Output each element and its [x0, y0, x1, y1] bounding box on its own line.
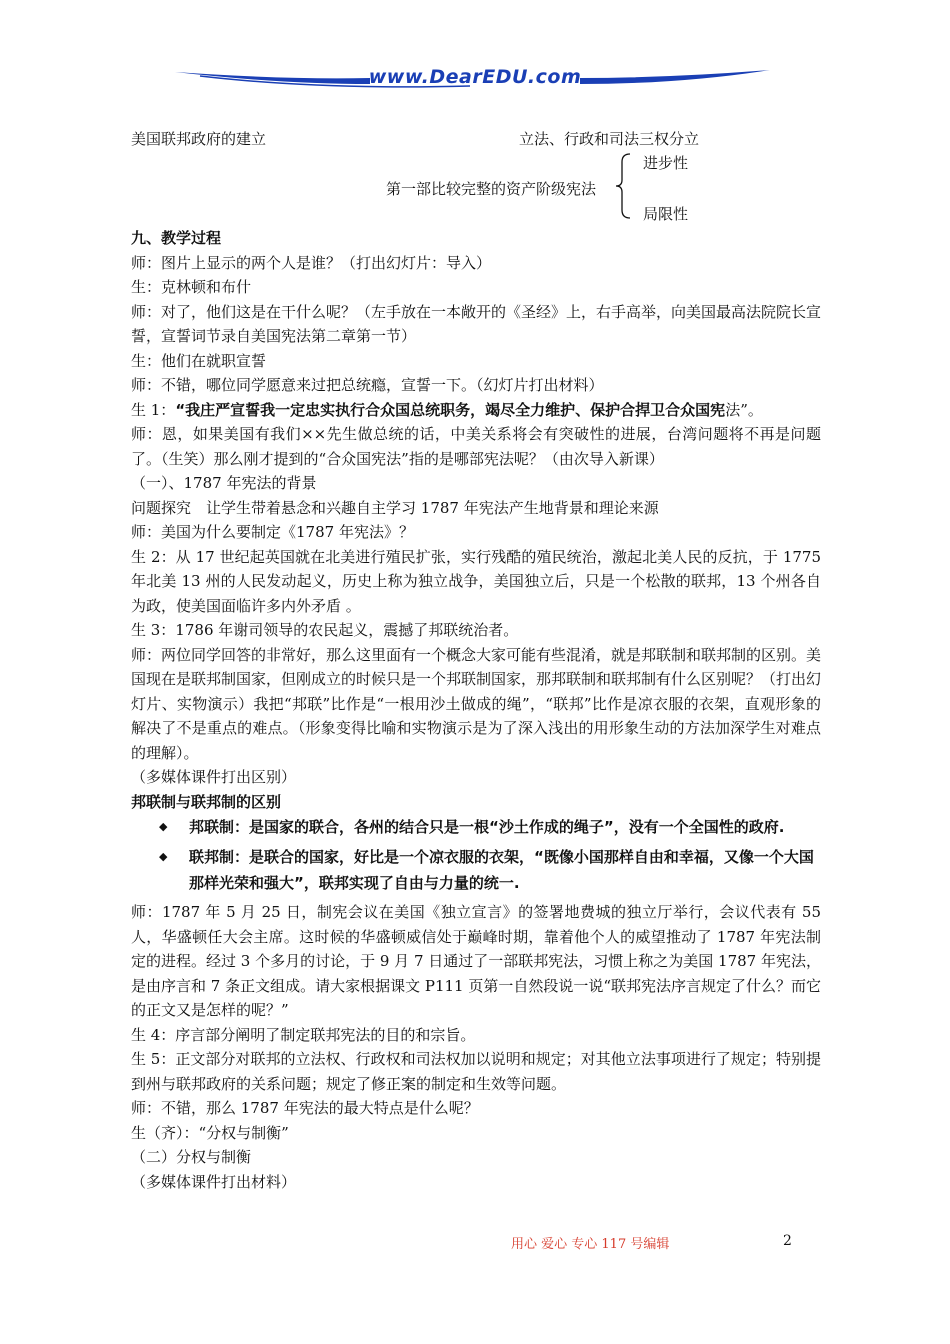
oath-quote: “我庄严宣誓我一定忠实执行合众国总统职务，竭尽全力维护、保护合捍卫合众国宪	[175, 400, 726, 419]
diff-title: 邦联制与联邦制的区别	[131, 792, 282, 811]
oath-paragraph	[131, 398, 821, 423]
paragraph: 师：美国为什么要制定《1787 年宪法》？	[131, 523, 414, 541]
paragraph: 师：对了，他们这是在干什么呢？（左手放在一本敞开的《圣经》上，右手高举，向美国最高法院院长宣誓，宣誓词节录自美国宪法第二章第一节）	[131, 302, 822, 345]
paragraph: 生：他们在就职宣誓	[131, 351, 267, 370]
paragraph: 生 3：1786 年谢司领导的农民起义，震撼了邦联统治者。	[131, 621, 519, 639]
main-content	[131, 226, 821, 1194]
paragraph: 师：1787 年 5 月 25 日，制宪会议在美国《独立宣言》的签署地费城的独立厅举行，会议代表有 55 人，华盛顿任大会主席。这时候的华盛顿威信处于巅峰时期，靠着他个人的威望推动了 1787 年宪法制定的进程。经过 3 个多月的讨论，于 9 月 7 日通过了一部联邦宪法，习惯上称之为美国 1787 年宪法，是由序言和 7 条正文组成。请大家根据课文 P111 页第一自然段说一说“联邦宪法序言规定了什么？而它的正文又是怎样的呢？”	[131, 903, 822, 1019]
subsection-title: （一）、1787 年宪法的背景	[131, 474, 317, 492]
subsection-title: （二）分权与制衡	[131, 1148, 252, 1166]
summary-left: 美国联邦政府的建立	[131, 130, 267, 148]
paragraph: （多媒体课件打出区别）	[131, 768, 297, 786]
paragraph: 生（齐）：“分权与制衡”	[131, 1123, 289, 1142]
summary-right: 立法、行政和司法三权分立	[519, 130, 700, 148]
paragraph: 生 4：序言部分阐明了制定联邦宪法的目的和宗旨。	[131, 1025, 476, 1044]
curly-brace-graphic	[614, 152, 634, 220]
list-item: ◆ 邦联制：是国家的联合，各州的结合只是一根“沙土作成的绳子”，没有一个全国性的政府.	[131, 814, 821, 840]
speaker-label: 生 1：	[131, 400, 176, 419]
site-url: www.DearEDU.com	[368, 66, 582, 88]
difference-list	[131, 814, 821, 896]
page-number: 2	[783, 1233, 792, 1249]
paragraph: 问题探究 让学生带着悬念和兴趣自主学习 1787 年宪法产生地背景和理论来源	[131, 498, 659, 517]
list-item: ◆ 联邦制：是联合的国家，好比是一个凉衣服的衣架，“既像小国那样自由和幸福，又像一个大国那样光荣和强大”，联邦实现了自由与力量的统一.	[131, 844, 821, 896]
footer-note: 用心 爱心 专心 117 号编辑	[511, 1237, 670, 1252]
brace-top-label: 进步性	[643, 154, 689, 172]
paragraph: 师：恩，如果美国有我们××先生做总统的话，中美关系将会有突破性的进展，台湾问题将不再是问题了。（生笑）那么刚才提到的“合众国宪法”指的是哪部宪法呢？（由次导入新课）	[131, 425, 821, 468]
paragraph: 师：不错，那么 1787 年宪法的最大特点是什么呢？	[131, 1099, 479, 1117]
paragraph: 生：克林顿和布什	[131, 278, 252, 296]
paragraph: 师：不错，哪位同学愿意来过把总统瘾，宣誓一下。（幻灯片打出材料）	[131, 376, 604, 394]
section-title: 九、教学过程	[131, 229, 222, 247]
diamond-bullet-icon: ◆	[159, 850, 168, 863]
paragraph: 师：图片上显示的两个人是谁？（打出幻灯片：导入）	[131, 253, 492, 272]
paragraph: 生 5：正文部分对联邦的立法权、行政权和司法权加以说明和规定；对其他立法事项进行了规定；特别提到州与联邦政府的关系问题；规定了修正案的制定和生效等问题。	[131, 1050, 821, 1093]
paragraph: （多媒体课件打出材料）	[131, 1172, 297, 1191]
paragraph: 师：两位同学回答的非常好，那么这里面有一个概念大家可能有些混淆，就是邦联制和联邦制的区别。美国现在是联邦制国家，但刚成立的时候只是一个邦联制国家，那邦联制和联邦制有什么区别呢？（打出幻灯片、实物演示）我把“邦联”比作是“一根用沙土做成的绳”，“联邦”比作是凉衣服的衣架，直观形象的解决了不是重点的难点。（形象变得比喻和实物演示是为了深入浅出的用形象生动的方法加深学生对难点的理解）。	[131, 645, 822, 762]
summary-center: 第一部比较完整的资产阶级宪法	[386, 180, 597, 198]
oath-tail: 法”。	[725, 400, 763, 419]
brace-bottom-label: 局限性	[643, 205, 689, 223]
paragraph: 生 2：从 17 世纪起英国就在北美进行殖民扩张，实行残酷的殖民统治，激起北美人民的反抗，于 1775 年北美 13 州的人民发动起义，历史上称为独立战争，美国独立后，只是一个松散的联邦，13 个州各自为政，使美国面临许多内外矛盾 。	[131, 547, 821, 615]
site-header	[170, 58, 780, 98]
diamond-bullet-icon: ◆	[159, 820, 168, 833]
